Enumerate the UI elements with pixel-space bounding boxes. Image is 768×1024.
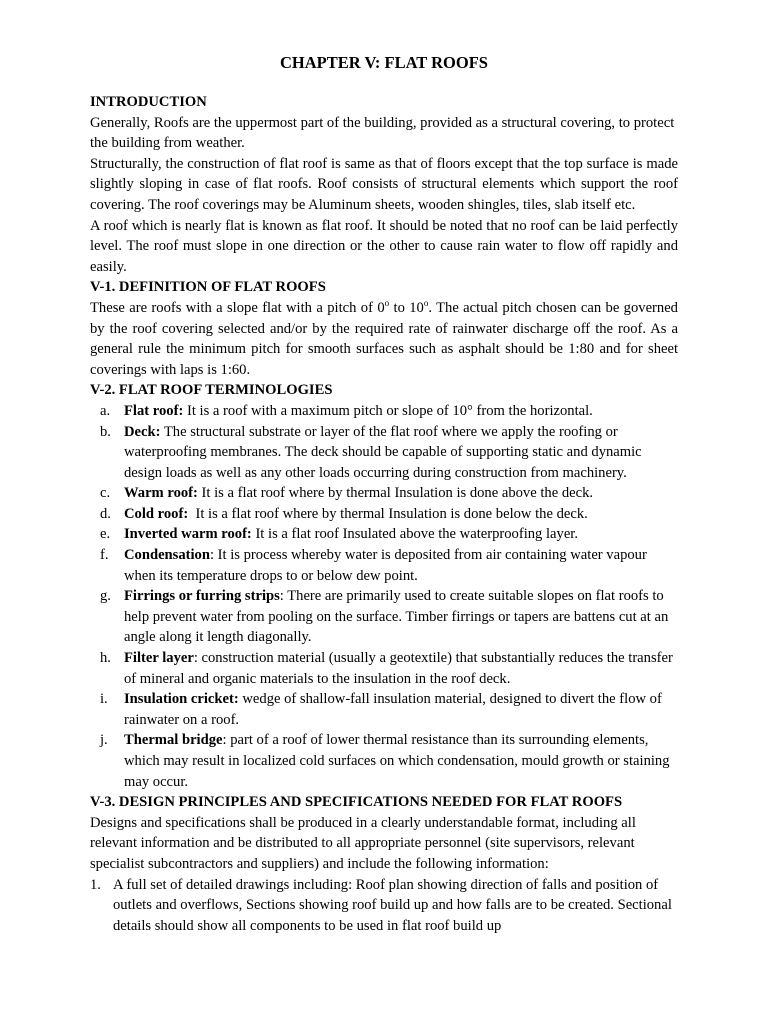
list-item [90, 875, 678, 937]
list-item [90, 524, 678, 545]
degree-superscript-2: o [423, 298, 429, 309]
definition-text-2: to 10 [389, 299, 424, 316]
list-item [90, 648, 678, 689]
intro-paragraph-3: A roof which is nearly flat is known as flat roof. It should be noted that no roof can be laid perfectly level. The roof must slope in one direction or the other to cause rain water to flow off rapidly and easily. [90, 217, 678, 275]
document-page [90, 52, 678, 936]
term-definition: It is a roof with a maximum pitch or slope of 10° from the horizontal. [183, 402, 593, 419]
term-definition: It is a flat roof Insulated above the waterproofing layer. [251, 526, 579, 543]
list-item [90, 545, 678, 586]
terminologies-heading: V-2. FLAT ROOF TERMINOLOGIES [90, 382, 333, 399]
design-list [90, 875, 678, 937]
list-marker: c. [100, 485, 111, 502]
term-label: Warm roof: [124, 485, 198, 502]
term-label: Firrings or furring strips [124, 588, 280, 605]
term-definition: : part of a roof of lower thermal resistance than its surrounding elements, which may result in localized cold surfaces on which condensation, mould growth or staining may occur. [124, 732, 670, 790]
term-label: Deck: [124, 423, 161, 440]
list-marker: d. [100, 505, 111, 522]
term-label: Inverted warm roof: [124, 526, 252, 543]
term-definition: wedge of shallow-fall insulation material, designed to divert the flow of rainwater on a roof. [124, 691, 662, 728]
term-definition: : It is process whereby water is deposited from air containing water vapour when its temperature drops to or below dew point. [124, 547, 647, 584]
term-definition: It is a flat roof where by thermal Insulation is done above the deck. [197, 485, 594, 502]
list-marker: i. [100, 691, 108, 708]
list-item [90, 422, 678, 484]
list-item [90, 504, 678, 525]
design-paragraph: Designs and specifications shall be produced in a clearly understandable format, including all relevant information and be distributed to all appropriate personnel (site supervisors, relevant specialist subcontractors and suppliers) and include the following information: [90, 814, 636, 872]
intro-paragraph-1: Generally, Roofs are the uppermost part of the building, provided as a structural covering, to protect the building from weather. [90, 114, 675, 152]
definition-heading: V-1. DEFINITION OF FLAT ROOFS [90, 279, 326, 296]
term-definition: : construction material (usually a geotextile) that substantially reduces the transfer of mineral and organic materials to the insulation in the roof deck. [124, 650, 673, 687]
list-marker: 1. [90, 876, 101, 893]
list-item [90, 689, 678, 730]
term-definition: The structural substrate or layer of the flat roof where we apply the roofing or waterproofing membranes. The deck should be capable of supporting static and dynamic design loads as well as any other loads occurring during construction from machinery. [124, 423, 642, 481]
design-section [90, 792, 678, 936]
definition-section [90, 277, 678, 380]
list-marker: j. [100, 732, 108, 749]
list-item [90, 401, 678, 422]
terminology-list [90, 401, 678, 792]
list-marker: f. [100, 547, 109, 564]
term-label: Insulation cricket: [124, 691, 239, 708]
definition-text-3: . The actual pitch chosen can be governed by the roof covering selected and/or by the required rate of rainwater discharge off the roof. As a general rule the minimum pitch for smooth surfaces such as asphalt should be 1:80 and for sheet coverings with laps is 1:60. [90, 299, 678, 378]
list-marker: h. [100, 650, 111, 667]
term-label: Flat roof: [124, 402, 184, 419]
term-label: Condensation [124, 547, 210, 564]
term-label: Filter layer [124, 650, 194, 667]
list-marker: b. [100, 423, 111, 440]
design-heading: V-3. DESIGN PRINCIPLES AND SPECIFICATIONS NEEDED FOR FLAT ROOFS [90, 794, 623, 811]
list-item [90, 730, 678, 792]
term-label: Cold roof: [124, 505, 189, 522]
degree-superscript-1: o [384, 298, 390, 309]
list-marker: e. [100, 526, 111, 543]
term-label: Thermal bridge [124, 732, 223, 749]
terminologies-section [90, 380, 678, 792]
term-definition: It is a flat roof where by thermal Insulation is done below the deck. [188, 505, 588, 522]
introduction-heading: INTRODUCTION [90, 94, 207, 110]
definition-text-1: These are roofs with a slope flat with a pitch of 0 [90, 299, 385, 316]
list-marker: a. [100, 402, 111, 419]
intro-paragraph-2: Structurally, the construction of flat roof is same as that of floors except that the top surface is made slightly sloping in case of flat roofs. Roof consists of structural elements which support the roof covering. The roof coverings may be Aluminum sheets, wooden shingles, tiles, slab itself etc. [90, 155, 678, 213]
chapter-title: CHAPTER V: FLAT ROOFS [280, 53, 488, 72]
design-item-text: A full set of detailed drawings including: Roof plan showing direction of falls and position of outlets and overflows, Sections showing roof build up and how falls are to be created. Sectional details should show all components to be used in flat roof build up [113, 876, 672, 934]
introduction-section [90, 92, 678, 277]
list-marker: g. [100, 588, 111, 605]
term-definition: : There are primarily used to create suitable slopes on flat roofs to help prevent water from pooling on the surface. Timber firrings or tapers are battens cut at an angle along it length diagonally. [124, 588, 669, 646]
list-item [90, 586, 678, 648]
list-item [90, 483, 678, 504]
definition-paragraph [90, 298, 678, 380]
